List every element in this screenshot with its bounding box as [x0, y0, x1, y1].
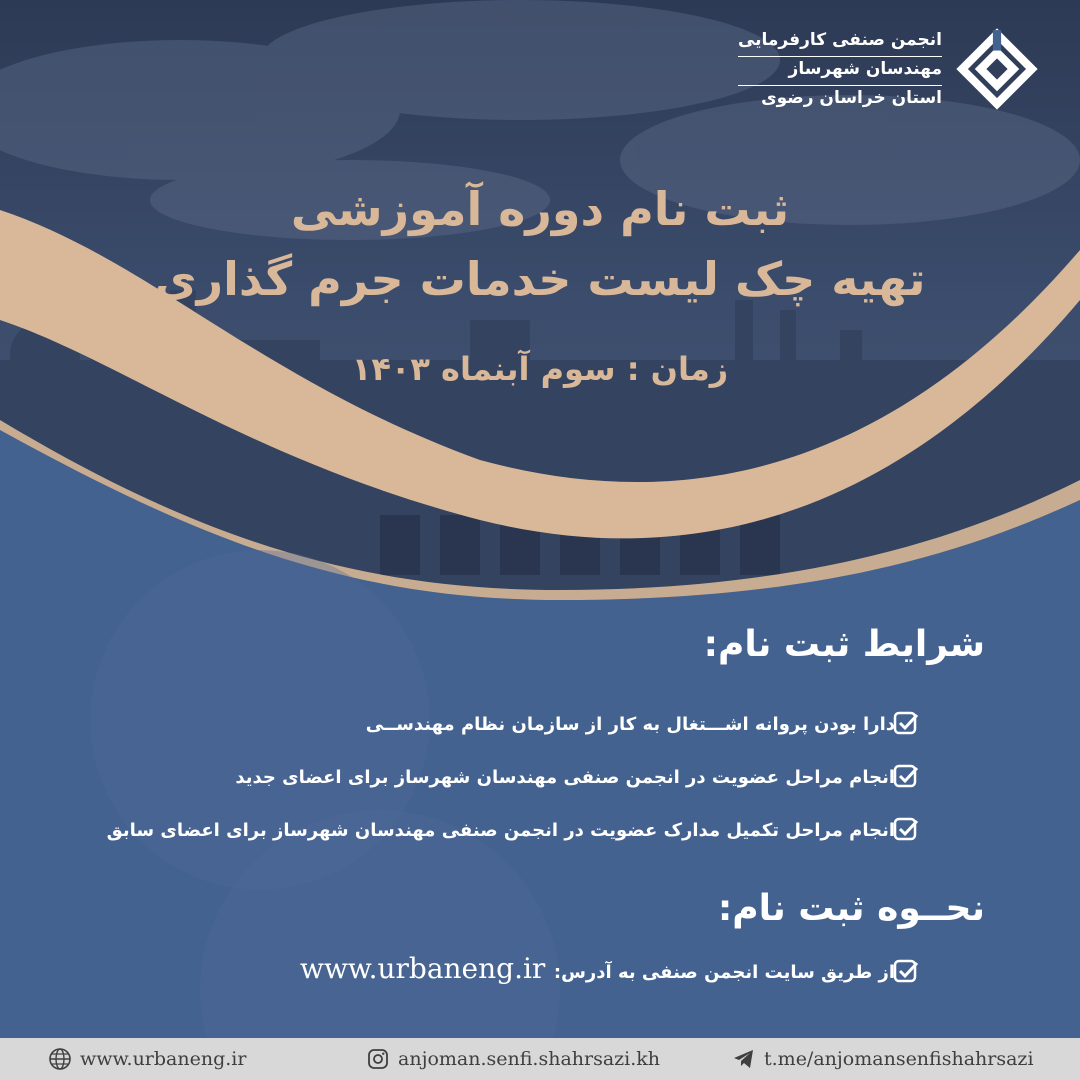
checkbox-icon [892, 710, 920, 738]
logo-text-line-3: استان خراسان رضوی [738, 85, 942, 108]
checkbox-icon [892, 763, 920, 791]
footer-website-text: www.urbaneng.ir [80, 1048, 247, 1070]
globe-icon [48, 1047, 72, 1071]
logo-text-line-2: مهندسان شهرساز [738, 56, 942, 79]
footer-telegram-text: t.me/anjomansenfishahrsazi [764, 1048, 1034, 1070]
registration-url[interactable]: www.urbaneng.ir [300, 952, 546, 985]
footer-instagram-text: anjoman.senfi.shahrsazi.kh [398, 1048, 661, 1070]
footer-instagram[interactable] [366, 1038, 660, 1080]
registration-heading: نحــوه ثبت نام: [717, 888, 985, 929]
registration-method: از طریق سایت انجمن صنفی به آدرس: [553, 962, 895, 983]
instagram-icon [366, 1047, 390, 1071]
checkbox-icon [892, 958, 920, 986]
condition-item: انجام مراحل عضویت در انجمن صنفی مهندسان شهرساز برای اعضای جدید [235, 767, 895, 788]
organization-logo [738, 28, 1038, 110]
course-date: زمان : سوم آبنماه ۱۴۰۳ [351, 350, 729, 388]
conditions-heading: شرایط ثبت نام: [703, 624, 985, 665]
footer-website[interactable] [48, 1038, 246, 1080]
telegram-icon [732, 1047, 756, 1071]
logo-text-line-1: انجمن صنفی کارفرمایی [737, 30, 942, 50]
checkbox-icon [892, 816, 920, 844]
course-title-line-2: تهیه چک لیست خدمات جرم گذاری [154, 252, 926, 306]
condition-item: دارا بودن پروانه اشـــتغال به کار از سازمان نظام مهندســی [365, 714, 895, 735]
footer-bar [0, 1038, 1080, 1080]
course-title-line-1: ثبت نام دوره آموزشی [290, 182, 790, 236]
footer-telegram[interactable] [732, 1038, 1034, 1080]
condition-item: انجام مراحل تکمیل مدارک عضویت در انجمن صنفی مهندسان شهرساز برای اعضای سابق [106, 820, 895, 841]
organization-logo-icon [956, 28, 1038, 110]
